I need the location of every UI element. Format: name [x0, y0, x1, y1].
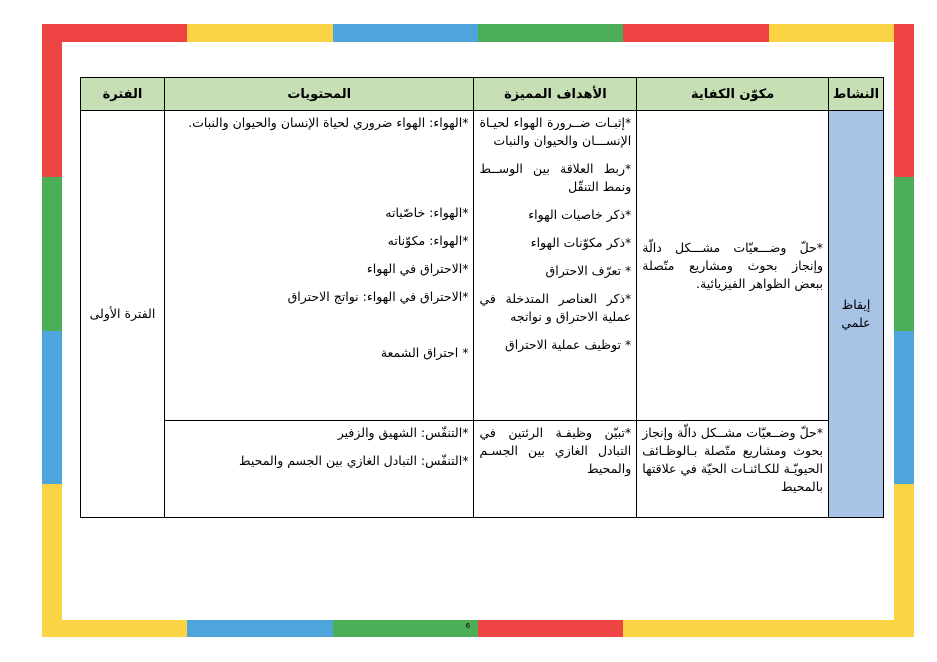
period-cell: الفترة الأولى	[81, 111, 165, 518]
content-item: *الهواء: خاصّياته	[385, 205, 469, 220]
content-item: *الاحتراق في الهواء	[366, 261, 469, 276]
objective-item: *ذكر مكوّنات الهواء	[530, 235, 632, 250]
page-number: 6	[465, 622, 471, 630]
curriculum-table	[80, 77, 884, 518]
header-row	[81, 78, 884, 111]
objective-item: *ذكر العناصر المتدخلة في عملية الاحتراق و نواتجه	[479, 291, 632, 324]
table-row	[81, 111, 884, 421]
objectives-cell	[474, 111, 637, 421]
competency-cell: *حلّ وضـــعيّات مشـــكل دالّة وإنجاز بحوث ومشاريع متّصلة ببعض الظواهر الفيزيائية.	[637, 111, 829, 421]
header-objectives: الأهداف المميزة	[474, 78, 637, 111]
header-competency: مكوّن الكفاية	[637, 78, 829, 111]
frame-bottom	[42, 620, 914, 637]
content-item: *الهواء: مكوّناته	[387, 233, 469, 248]
content-item: *الاحتراق في الهواء: نواتج الاحتراق	[287, 289, 469, 304]
content-item: *التنفّس: التبادل الغازي بين الجسم والمحيط	[238, 453, 469, 468]
objective-item: *إثبـات ضــرورة الهواء لحيـاة الإنســـان والحيوان والنبات	[479, 115, 632, 148]
contents-cell	[164, 111, 474, 421]
objective-item: *تبيّن وظيفـة الرئتين في التبادل الغازي بين الجسـم والمحيط	[479, 425, 632, 476]
objectives-cell	[474, 421, 637, 518]
frame-left	[42, 24, 62, 637]
content-item: *التنفّس: الشهيق والزفير	[337, 425, 469, 440]
frame-top	[42, 24, 914, 42]
competency-cell: *حلّ وضــعيّات مشــكل دالّة وإنجاز بحوث ومشاريع متّصلة بـالوظـائف الحيويّـة للكـائنـات الحيّة في علاقتها بالمحيط	[637, 421, 829, 518]
table-row	[81, 421, 884, 518]
header-period: الفترة	[81, 78, 165, 111]
objective-item: *ربط العلاقة بين الوســط ونمط التنقّل	[479, 161, 632, 194]
frame-right	[894, 24, 914, 637]
activity-cell: إيقاظ علمي	[829, 111, 884, 518]
objective-item: *ذكر خاصيات الهواء	[528, 207, 632, 222]
contents-cell	[164, 421, 474, 518]
header-activity: النشاط	[829, 78, 884, 111]
header-contents: المحتويات	[164, 78, 474, 111]
objective-item: * توظيف عملية الاحتراق	[505, 337, 632, 352]
content-item: * احتراق الشمعة	[380, 345, 469, 360]
objective-item: * تعرّف الاحتراق	[545, 263, 632, 278]
content-item: *الهواء: الهواء ضروري لحياة الإنسان والحيوان والنبات.	[188, 115, 469, 130]
